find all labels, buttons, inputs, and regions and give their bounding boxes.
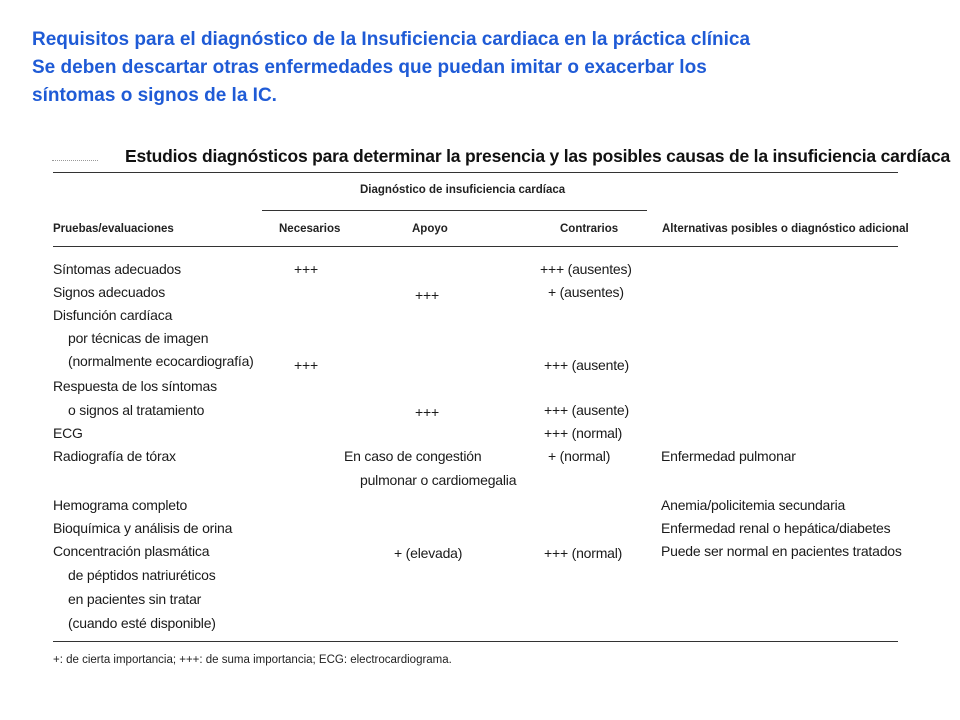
col-header-apoyo: Apoyo (412, 223, 448, 235)
table-footnote: +: de cierta importancia; +++: de suma importancia; ECG: electrocardiograma. (53, 654, 452, 666)
row-contrarios-cell: +++ (ausente) (544, 402, 629, 418)
row-tests-cell: Concentración plasmática (53, 543, 210, 559)
row-tests-cell: Signos adecuados (53, 284, 165, 300)
table-title: Estudios diagnósticos para determinar la presencia y las posibles causas de la insuficiencia cardíaca (125, 146, 951, 166)
row-tests-cell: Respuesta de los síntomas (53, 378, 217, 394)
heading-text (32, 26, 947, 110)
row-alternativas-cell: Puede ser normal en pacientes tratados (661, 543, 902, 559)
heading-line-1: Requisitos para el diagnóstico de la Insuficiencia cardiaca en la práctica clínica (32, 29, 751, 50)
row-alternativas-cell: Anemia/policitemia secundaria (661, 497, 846, 513)
row-alternativas-cell: Enfermedad renal o hepática/diabetes (661, 520, 891, 536)
row-alternativas-cell: Enfermedad pulmonar (661, 448, 796, 464)
col-header-necesarios: Necesarios (279, 223, 341, 235)
row-tests-cell: Radiografía de tórax (53, 448, 176, 464)
row-tests-cell: en pacientes sin tratar (68, 591, 202, 607)
row-contrarios-cell: + (ausentes) (548, 284, 624, 300)
row-apoyo-cell: + (elevada) (394, 545, 463, 561)
row-apoyo-cell: En caso de congestión (344, 448, 482, 464)
row-necesarios-cell: +++ (294, 261, 318, 277)
row-apoyo-cell: pulmonar o cardiomegalia (360, 472, 517, 488)
row-tests-cell: Disfunción cardíaca (53, 307, 173, 323)
diagnostic-studies-table (50, 138, 951, 678)
row-apoyo-cell: +++ (415, 287, 439, 303)
row-contrarios-cell: +++ (normal) (544, 425, 623, 441)
row-tests-cell: Síntomas adecuados (53, 261, 181, 277)
row-apoyo-cell: +++ (415, 404, 439, 420)
row-contrarios-cell: +++ (ausentes) (540, 261, 632, 277)
group-header: Diagnóstico de insuficiencia cardíaca (360, 184, 566, 196)
row-tests-cell: (normalmente ecocardiografía) (68, 353, 254, 369)
corner-mark (52, 160, 98, 161)
col-header-alternativas: Alternativas posibles o diagnóstico adicional (662, 223, 909, 235)
top-rule (53, 172, 898, 173)
row-contrarios-cell: +++ (normal) (544, 545, 623, 561)
row-contrarios-cell: + (normal) (548, 448, 611, 464)
row-tests-cell: Bioquímica y análisis de orina (53, 520, 233, 536)
row-tests-cell: o signos al tratamiento (68, 402, 205, 418)
row-tests-cell: Hemograma completo (53, 497, 188, 513)
group-rule (262, 210, 647, 211)
bottom-rule (53, 641, 898, 642)
col-header-contrarios: Contrarios (560, 223, 619, 235)
row-necesarios-cell: +++ (294, 357, 318, 373)
row-tests-cell: por técnicas de imagen (68, 330, 209, 346)
header-rule (53, 246, 898, 247)
heading-line-2: Se deben descartar otras enfermedades que puedan imitar o exacerbar los (32, 57, 707, 78)
col-header-tests: Pruebas/evaluaciones (53, 223, 174, 235)
row-tests-cell: de péptidos natriuréticos (68, 567, 216, 583)
row-contrarios-cell: +++ (ausente) (544, 357, 629, 373)
row-tests-cell: (cuando esté disponible) (68, 615, 216, 631)
heading-line-3: síntomas o signos de la IC. (32, 85, 277, 106)
row-tests-cell: ECG (53, 425, 83, 441)
